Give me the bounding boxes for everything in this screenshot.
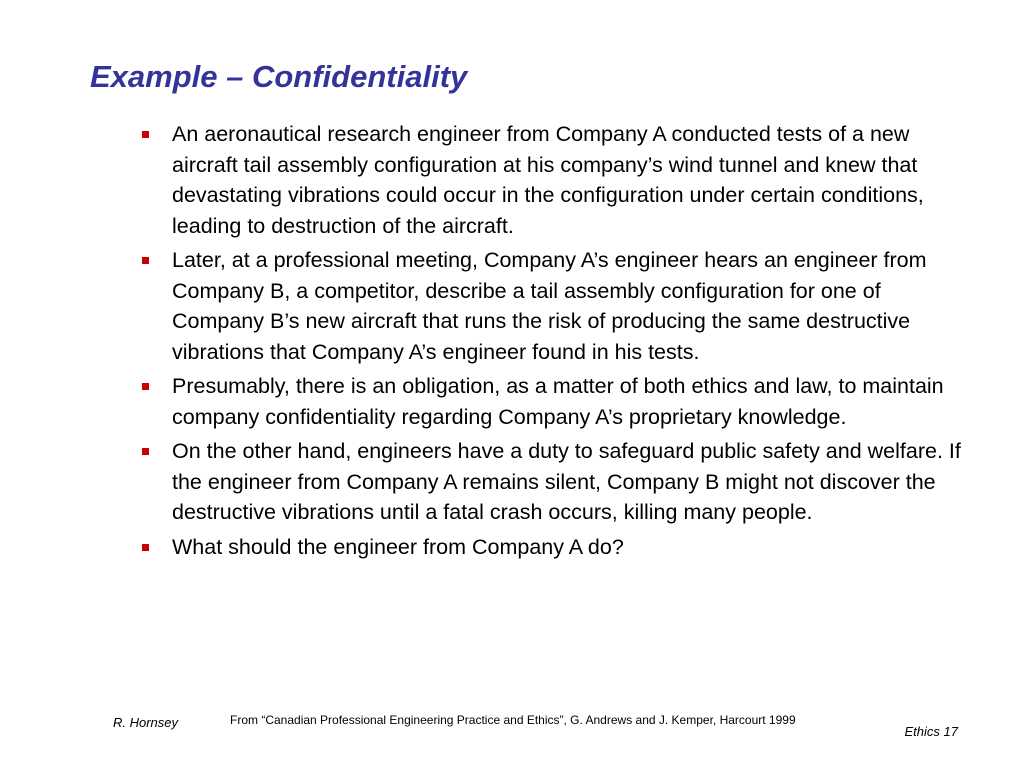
bullet-item-4 xyxy=(142,436,977,528)
bullet-item-1 xyxy=(142,119,977,241)
square-bullet-icon xyxy=(142,257,149,264)
footer-source-citation: From “Canadian Professional Engineering Practice and Ethics”, G. Andrews and J. Kemper, Harcourt 1999 xyxy=(230,713,796,727)
footer-page-label: Ethics 17 xyxy=(904,724,958,739)
bullet-item-2 xyxy=(142,245,977,367)
bullet-text: An aeronautical research engineer from Company A conducted tests of a new aircraft tail assembly configuration at his company’s wind tunnel and knew that devastating vibrations could occur in the configuration under certain conditions, leading to destruction of the aircraft. xyxy=(172,122,924,238)
bullet-text: Later, at a professional meeting, Company A’s engineer hears an engineer from Company B, a competitor, describe a tail assembly configuration for one of Company B’s new aircraft that runs the risk of producing the same destructive vibrations that Company A’s engineer found in his tests. xyxy=(172,248,927,364)
square-bullet-icon xyxy=(142,544,149,551)
square-bullet-icon xyxy=(142,383,149,390)
square-bullet-icon xyxy=(142,448,149,455)
bullet-item-5 xyxy=(142,532,977,563)
slide-title: Example – Confidentiality xyxy=(90,59,468,94)
bullet-text: What should the engineer from Company A do? xyxy=(172,534,624,559)
footer-author: R. Hornsey xyxy=(113,715,179,730)
bullet-text: Presumably, there is an obligation, as a matter of both ethics and law, to maintain company confidentiality regarding Company A’s proprietary knowledge. xyxy=(172,374,944,429)
square-bullet-icon xyxy=(142,131,149,138)
bullet-item-3 xyxy=(142,371,977,432)
bullet-list xyxy=(142,119,982,566)
bullet-text: On the other hand, engineers have a duty to safeguard public safety and welfare. If the engineer from Company A remains silent, Company B might not discover the destructive vibrations until a fatal crash occurs, killing many people. xyxy=(172,439,961,524)
